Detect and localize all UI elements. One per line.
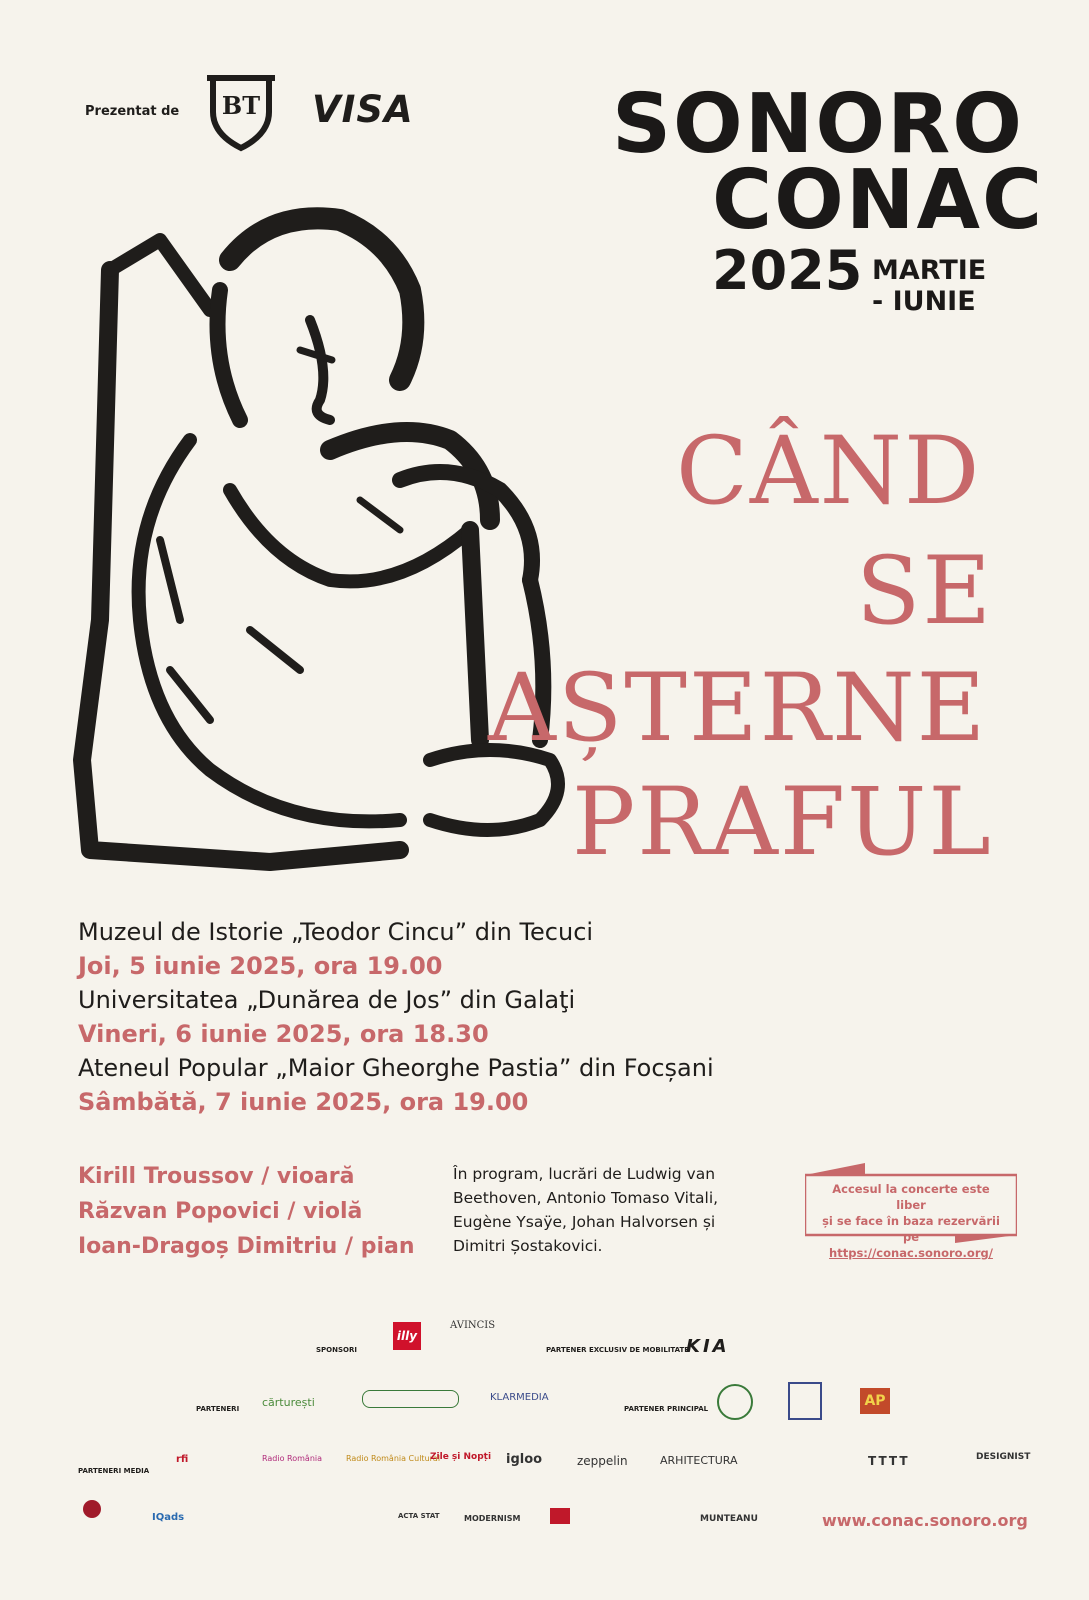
access-info-text	[818, 1181, 1004, 1261]
program-description	[453, 1162, 753, 1258]
designist-logo: DESIGNIST	[976, 1452, 1031, 1462]
title-line-3: AȘTERNE	[488, 654, 988, 763]
festival-months	[872, 255, 986, 317]
program-line: În program, lucrări de Ludwig van	[453, 1165, 716, 1183]
visa-logo: VISA	[312, 88, 414, 131]
radio-romania-logo: Radio România	[262, 1454, 323, 1463]
main-partner-label: PARTENER PRINCIPAL	[624, 1405, 709, 1413]
main-partner-emblem	[788, 1382, 822, 1420]
program-line: Dimitri Șostakovici.	[453, 1237, 603, 1255]
reservation-link[interactable]: https://conac.sonoro.org/	[829, 1246, 993, 1260]
igloo-logo: igloo	[506, 1452, 543, 1467]
event-date: Sâmbătă, 7 iunie 2025, ora 19.00	[78, 1088, 529, 1116]
event-venue: Ateneul Popular „Maior Gheorghe Pastia” din Focșani	[78, 1054, 714, 1082]
iqads-logo: IQads	[152, 1512, 185, 1523]
zeppelin-logo: zeppelin	[577, 1454, 628, 1468]
website-link[interactable]: www.conac.sonoro.org	[822, 1511, 1028, 1530]
ap-logo: AP	[860, 1388, 890, 1414]
arhitectura-logo: ARHITECTURA	[660, 1454, 738, 1467]
event-venue: Universitatea „Dunărea de Jos” din Galaţi	[78, 986, 576, 1014]
media-partners-label: PARTENERI MEDIA	[78, 1467, 150, 1475]
modernism-logo: MODERNISM	[464, 1514, 521, 1523]
bt-logo	[205, 72, 277, 152]
rfi-logo: rfi	[176, 1454, 189, 1465]
program-line: Beethoven, Antonio Tomaso Vitali,	[453, 1189, 719, 1207]
title-line-1: CÂND	[676, 417, 982, 526]
munteanu-logo: MUNTEANU	[700, 1514, 758, 1524]
presented-by-label: Prezentat de	[85, 104, 180, 119]
partner-logo-red	[550, 1508, 570, 1524]
access-line: Accesul la concerte este liber	[832, 1182, 990, 1212]
program-line: Eugène Ysaÿe, Johan Halvorsen și	[453, 1213, 716, 1231]
festival-months-line1: MARTIE	[872, 255, 987, 286]
crouching-figure-illustration	[70, 200, 610, 880]
title-line-2: SE	[856, 537, 994, 646]
bt-logo-text: BT	[221, 91, 261, 120]
access-line: și se face în baza rezervării pe	[822, 1214, 1000, 1244]
acta-stat-logo: ACTA STAT	[398, 1512, 440, 1520]
festival-name-line2: CONAC	[712, 153, 1045, 248]
festival-year: 2025	[712, 239, 863, 302]
main-partner-seal	[717, 1384, 753, 1420]
illy-logo: illy	[393, 1322, 421, 1350]
mobility-partner-label: PARTENER EXCLUSIV DE MOBILITATE	[546, 1346, 690, 1354]
partner-logo-round	[83, 1500, 101, 1518]
event-date: Joi, 5 iunie 2025, ora 19.00	[78, 952, 443, 980]
artist-line: Răzvan Popovici / violă	[78, 1199, 363, 1224]
carturesti-logo: cărturești	[262, 1396, 315, 1409]
tttt-logo: TTTT	[868, 1454, 910, 1468]
event-date: Vineri, 6 iunie 2025, ora 18.30	[78, 1020, 489, 1048]
festival-name-line1: SONORO	[612, 77, 1024, 172]
avincis-logo: AVINCIS	[450, 1320, 496, 1331]
kia-logo: KIA	[686, 1336, 730, 1357]
artist-line: Kirill Troussov / vioară	[78, 1164, 355, 1189]
sponsors-label: SPONSORI	[316, 1346, 357, 1354]
partner-logo	[362, 1390, 459, 1408]
festival-months-line2: - IUNIE	[872, 286, 976, 318]
event-venue: Muzeul de Istorie „Teodor Cincu” din Tecuci	[78, 918, 594, 946]
zile-si-nopti-logo: Zile și Nopți	[430, 1452, 492, 1462]
klarmedia-logo: KLARMEDIA	[490, 1392, 549, 1403]
radio-romania-cultural-logo: Radio România Cultural	[346, 1454, 441, 1463]
title-line-4: PRAFUL	[572, 768, 993, 877]
artist-line: Ioan-Dragoș Dimitriu / pian	[78, 1234, 415, 1259]
partners-label: PARTENERI	[196, 1405, 240, 1413]
